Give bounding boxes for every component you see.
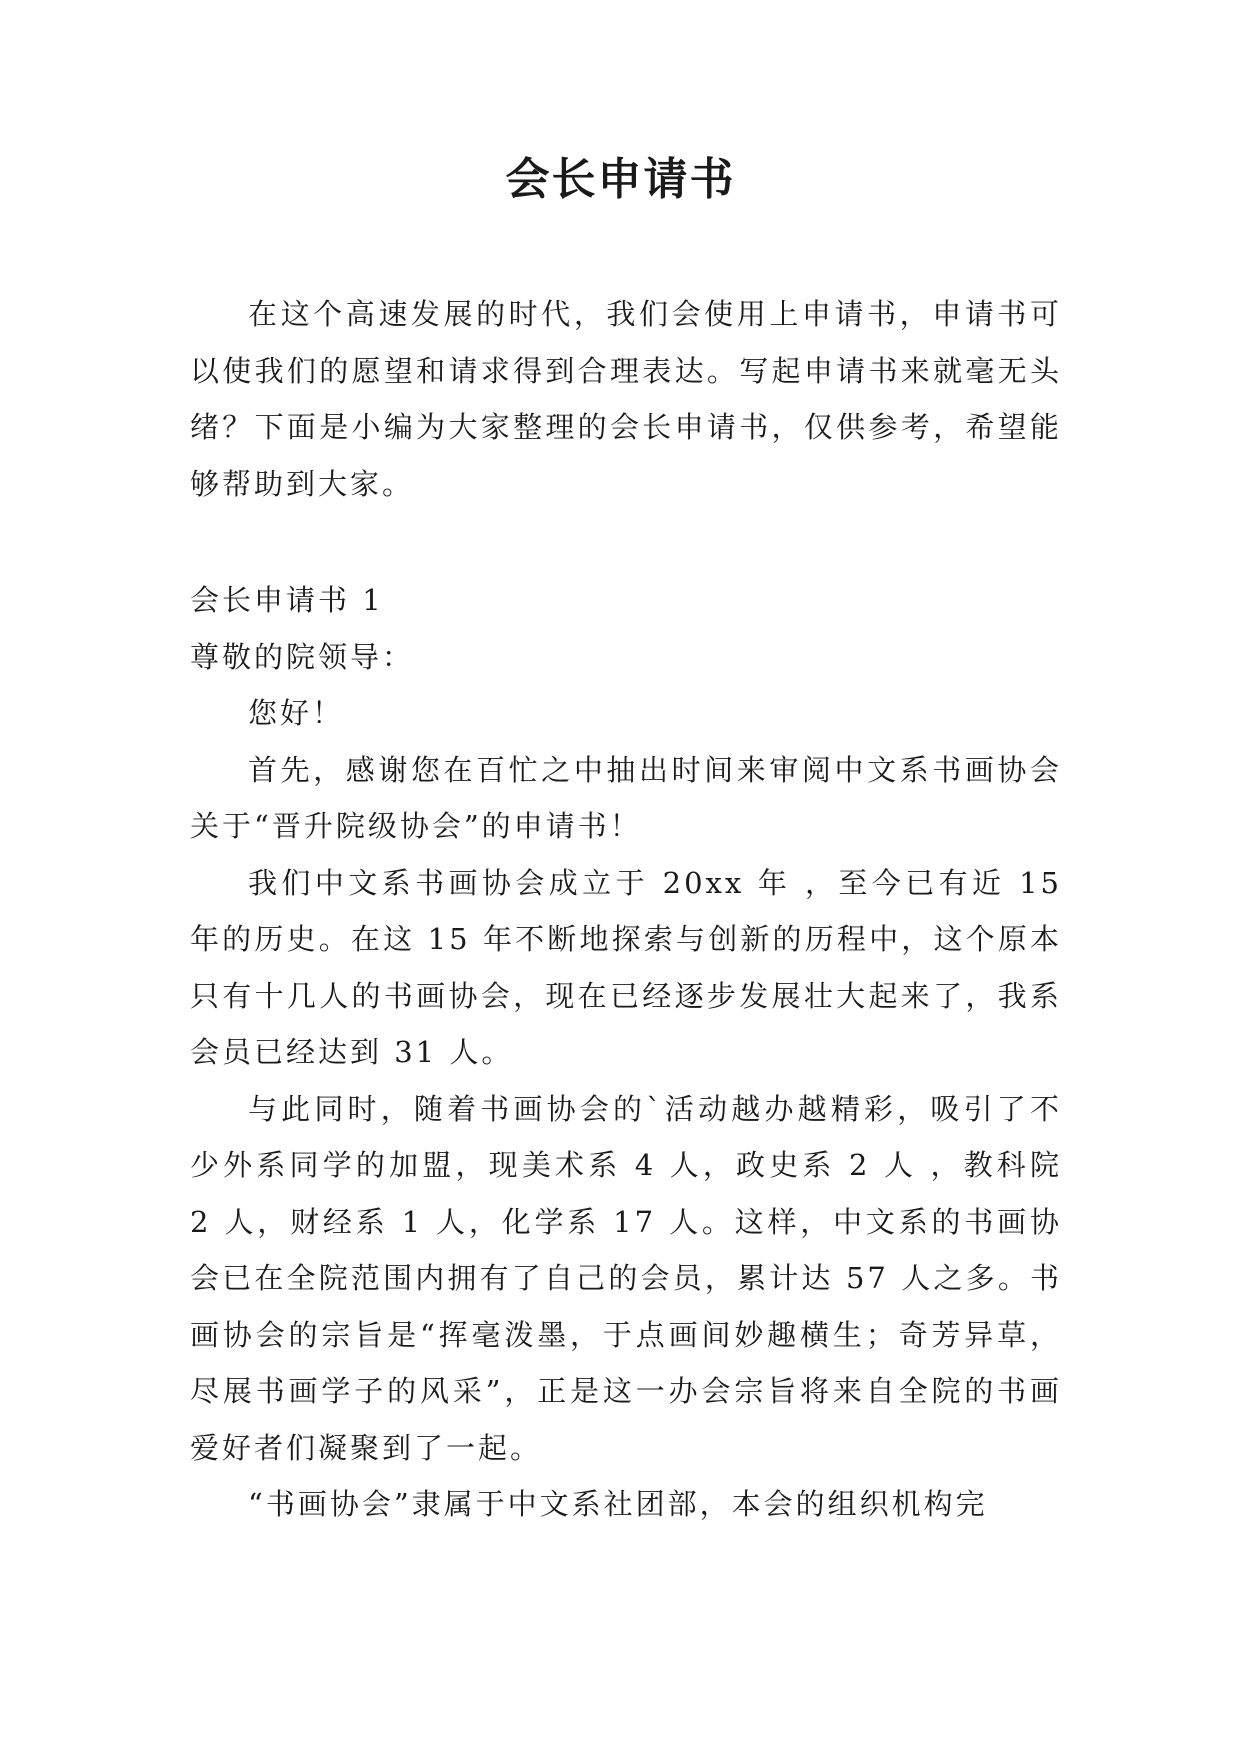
body-paragraph: “书画协会”隶属于中文系社团部，本会的组织机构完	[248, 1487, 988, 1521]
spacer	[190, 512, 1062, 572]
body-paragraph: 首先，感谢您在百忙之中抽出时间来审阅中文系书画协会关于“晋升院级协会”的申请书！	[190, 752, 1062, 843]
body-paragraph: 我们中文系书画协会成立于 20xx 年 ，至今已有近 15 年的历史。在这 15 年不断地探索与创新的历程中，这个原本只有十几人的书画协会，现在已经逐步发展壮大起来了，我系会员已经达到 31 人。	[190, 865, 1062, 1069]
document-body	[190, 286, 1062, 1533]
section-heading: 会长申请书 1	[190, 583, 384, 617]
body-paragraph: 与此同时，随着书画协会的`活动越办越精彩，吸引了不少外系同学的加盟，现美术系 4 人，政史系 2 人 ，教科院 2 人，财经系 1 人，化学系 17 人。这样，中文系的书画协会已在全院范围内拥有了自己的会员，累计达 57 人之多。书画协会的宗旨是“挥毫泼墨，于点画间妙趣横生；奇芳异草，尽展书画学子的风采”，正是这一办会宗旨将来自全院的书画爱好者们凝聚到了一起。	[190, 1091, 1062, 1465]
salutation: 尊敬的院领导：	[190, 639, 415, 674]
intro-paragraph: 在这个高速发展的时代，我们会使用上申请书，申请书可以使我们的愿望和请求得到合理表达。写起申请书来就毫无头绪？下面是小编为大家整理的会长申请书，仅供参考，希望能够帮助到大家。	[190, 297, 1062, 501]
greeting: 您好！	[248, 696, 345, 730]
document-title: 会长申请书	[505, 154, 736, 205]
